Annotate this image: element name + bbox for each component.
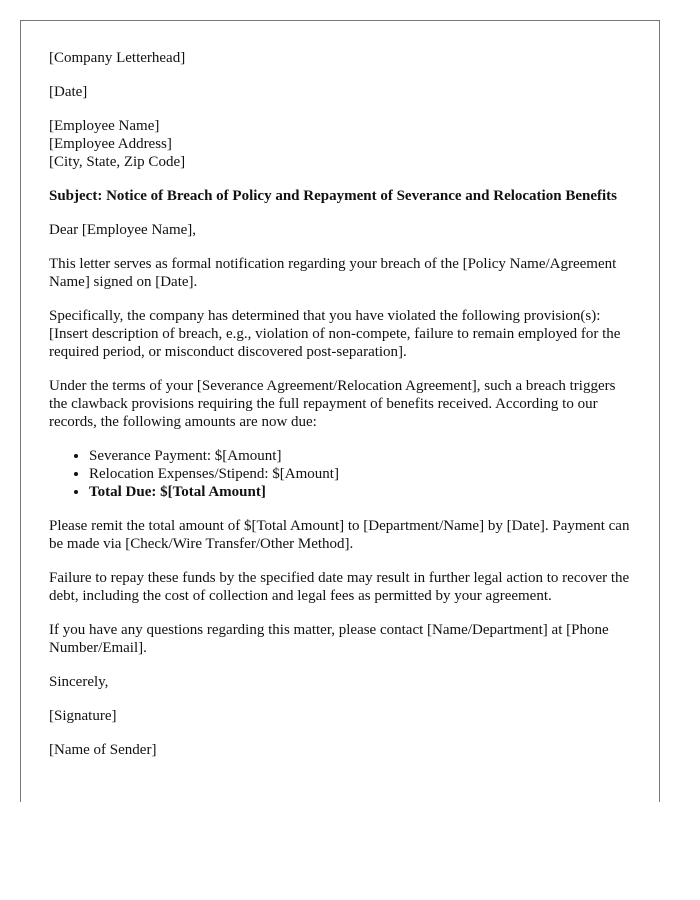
questions-paragraph: If you have any questions regarding this matter, please contact [Name/Department] at [Phone Number/Email]. [49,622,609,656]
recipient-address-block [49,117,631,171]
list-item-total-due: • Total Due: $[Total Amount] [89,483,631,501]
amounts-due-list [49,447,631,501]
breach-specifics [49,307,631,361]
list-item-relocation: • Relocation Expenses/Stipend: $[Amount] [89,465,631,483]
breach-specifics-lead: Specifically, the company has determined that you have violated the following provision(s): [49,308,601,324]
company-letterhead: [Company Letterhead] [49,50,186,66]
remit-paragraph: Please remit the total amount of $[Total Amount] to [Department/Name] by [Date]. Payment can be made via [Check/Wire Transfer/Other Method]. [49,518,630,552]
sender-name: [Name of Sender] [49,742,157,758]
recipient-name: [Employee Name] [49,118,160,134]
letter-page [20,20,660,802]
signature: [Signature] [49,708,117,724]
recipient-address: [Employee Address] [49,136,172,152]
letter-body [21,21,659,759]
closing: Sincerely, [49,674,109,690]
recipient-city-state-zip: [City, State, Zip Code] [49,154,186,170]
failure-paragraph: Failure to repay these funds by the specified date may result in further legal action to recover the debt, including the cost of collection and legal fees as permitted by your agreement. [49,570,630,604]
list-item-severance: • Severance Payment: $[Amount] [89,447,631,465]
letter-subject: Subject: Notice of Breach of Policy and Repayment of Severance and Relocation Benefits [49,188,617,204]
salutation: Dear [Employee Name], [49,222,197,238]
letter-date: [Date] [49,84,88,100]
intro-paragraph: This letter serves as formal notification regarding your breach of the [Policy Name/Agreement Name] signed on [Date]. [49,256,617,290]
breach-specifics-detail: [Insert description of breach, e.g., violation of non-compete, failure to remain employed for the required period, or misconduct discovered post-separation]. [49,326,621,360]
terms-paragraph: Under the terms of your [Severance Agreement/Relocation Agreement], such a breach triggers the clawback provisions requiring the full repayment of benefits received. According to our records, the following amounts are now due: [49,378,616,430]
